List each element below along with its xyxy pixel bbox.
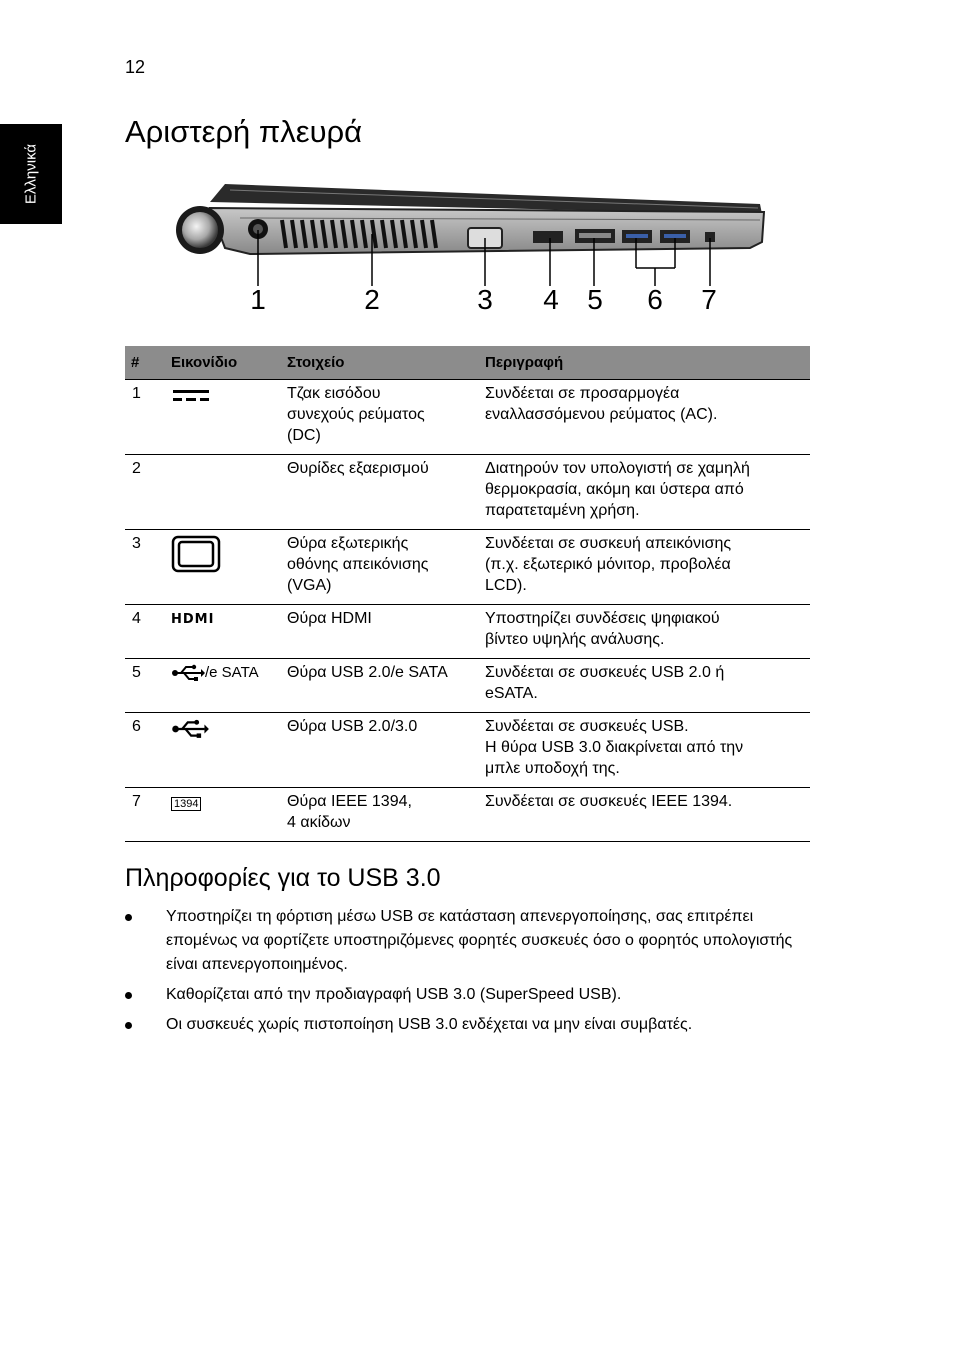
row-item: Τζακ εισόδου συνεχούς ρεύματος (DC) — [281, 380, 479, 455]
table-header-row — [125, 346, 810, 380]
header-number: # — [125, 346, 165, 380]
row-description: Συνδέεται σε συσκευή απεικόνισης (π.χ. εξωτερικό μόνιτορ, προβολέα LCD). — [479, 530, 810, 605]
row-number: 3 — [125, 530, 165, 605]
table-row — [125, 380, 810, 455]
ieee1394-icon: 1394 — [171, 797, 201, 811]
row-item: Θύρα HDMI — [281, 605, 479, 659]
table-row — [125, 788, 810, 842]
row-item: Θύρα IEEE 1394, 4 ακίδων — [281, 788, 479, 842]
header-item: Στοιχείο — [281, 346, 479, 380]
row-number: 2 — [125, 455, 165, 530]
list-item-text: Υποστηρίζει τη φόρτιση μέσω USB σε κατάσταση απενεργοποίησης, σας επιτρέπει επομένως να φορτίζετε υποστηριζόμενες φορητές συσκευές όσο ο φορητός υπολογιστής είναι απενεργοποιημένος. — [166, 908, 793, 973]
page-number: 12 — [125, 57, 146, 77]
callout-4: 4 — [543, 284, 559, 315]
table-row — [125, 455, 810, 530]
row-number: 5 — [125, 659, 165, 713]
list-item — [125, 905, 805, 977]
row-icon-empty — [165, 455, 281, 530]
vga-icon — [171, 535, 221, 573]
header-description: Περιγραφή — [479, 346, 810, 380]
row-item: Θύρα εξωτερικής οθόνης απεικόνισης (VGA) — [281, 530, 479, 605]
row-number: 1 — [125, 380, 165, 455]
section-title: Αριστερή πλευρά — [125, 114, 363, 149]
callout-5: 5 — [587, 284, 603, 315]
esata-label: /e SATA — [205, 664, 259, 681]
list-item-text: Οι συσκευές χωρίς πιστοποίηση USB 3.0 ενδέχεται να μην είναι συμβατές. — [166, 1016, 693, 1033]
callout-1: 1 — [250, 284, 266, 315]
row-item: Θυρίδες εξαερισμού — [281, 455, 479, 530]
row-number: 7 — [125, 788, 165, 842]
callout-2: 2 — [364, 284, 380, 315]
row-description: Διατηρούν τον υπολογιστή σε χαμηλή θερμοκρασία, ακόμη και ύστερα από παρατεταμένη χρήση. — [479, 455, 810, 530]
row-description: Συνδέεται σε προσαρμογέα εναλλασσόμενου ρεύματος (AC). — [479, 380, 810, 455]
row-description: Συνδέεται σε συσκευές USB 2.0 ή eSATA. — [479, 659, 810, 713]
callout-7: 7 — [701, 284, 717, 315]
ports-table — [125, 346, 810, 842]
table-row — [125, 605, 810, 659]
bullet-icon — [125, 1022, 132, 1029]
row-item: Θύρα USB 2.0/e SATA — [281, 659, 479, 713]
list-item — [125, 983, 805, 1007]
table-row — [125, 713, 810, 788]
row-description: Συνδέεται σε συσκευές IEEE 1394. — [479, 788, 810, 842]
bullet-icon — [125, 992, 132, 999]
list-item-text: Καθορίζεται από την προδιαγραφή USB 3.0 (SuperSpeed USB). — [166, 986, 622, 1003]
header-icon: Εικονίδιο — [165, 346, 281, 380]
usb-icon — [171, 719, 209, 739]
usb-info-list — [125, 905, 805, 1043]
usb-esata-icon — [171, 664, 205, 682]
table-row — [125, 659, 810, 713]
callout-3: 3 — [477, 284, 493, 315]
row-item: Θύρα USB 2.0/3.0 — [281, 713, 479, 788]
row-description: Συνδέεται σε συσκευές USB. Η θύρα USB 3.0 διακρίνεται από την μπλε υποδοχή της. — [479, 713, 810, 788]
callout-6: 6 — [647, 284, 663, 315]
usb-info-title: Πληροφορίες για το USB 3.0 — [125, 864, 441, 892]
row-description: Υποστηρίζει συνδέσεις ψηφιακού βίντεο υψηλής ανάλυσης. — [479, 605, 810, 659]
hdmi-icon: HDMI — [171, 612, 215, 627]
bullet-icon — [125, 914, 132, 921]
row-number: 4 — [125, 605, 165, 659]
table-row — [125, 530, 810, 605]
language-side-tab — [0, 124, 62, 224]
language-label: Ελληνικά — [22, 143, 40, 205]
dc-in-icon — [171, 385, 211, 405]
row-number: 6 — [125, 713, 165, 788]
list-item — [125, 1013, 805, 1037]
